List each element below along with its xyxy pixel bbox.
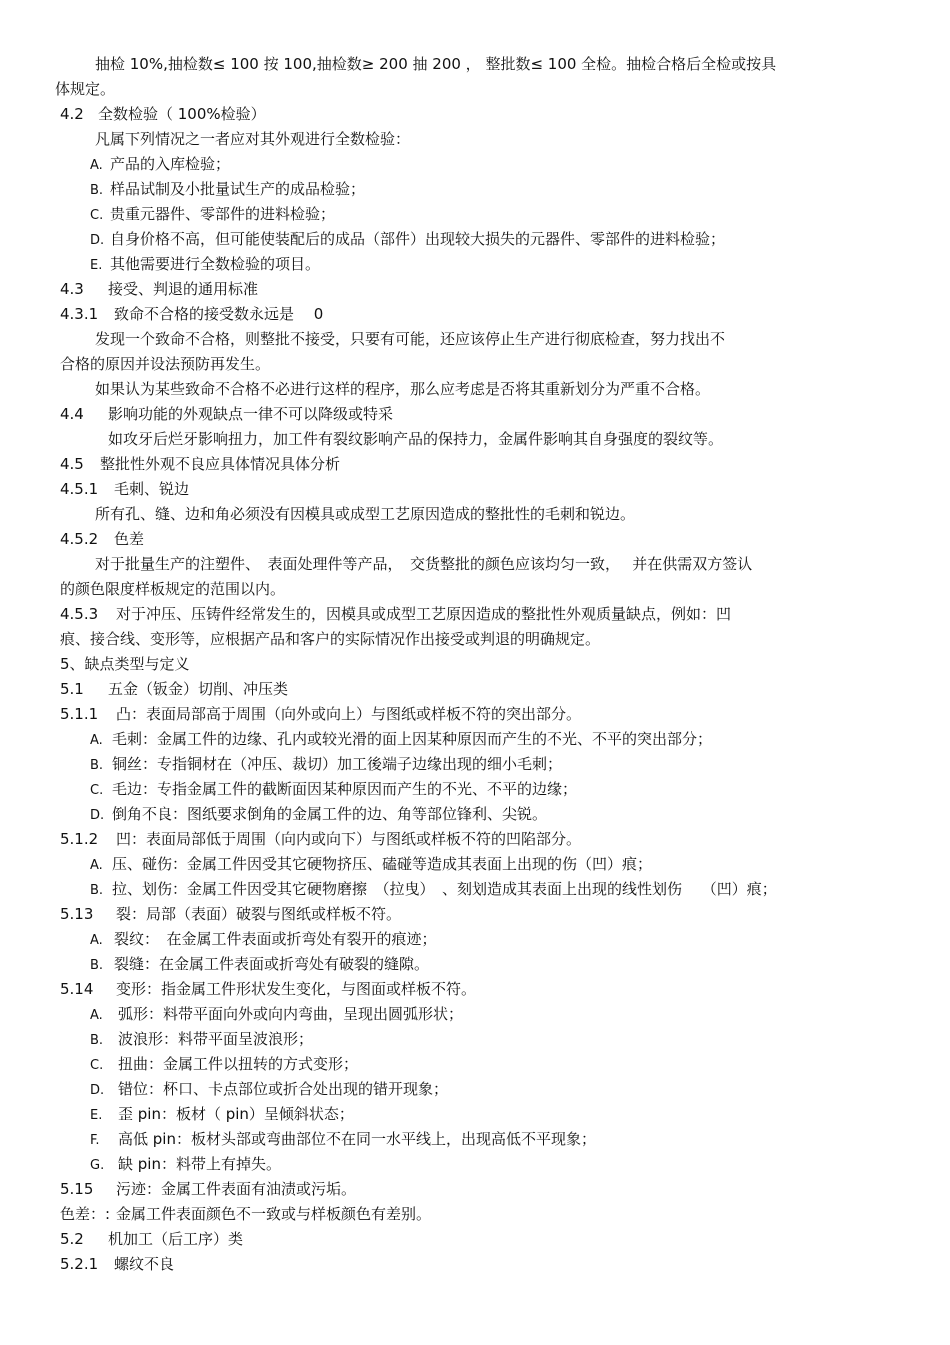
- text-line: [0, 927, 950, 952]
- text-line: [0, 802, 950, 827]
- line-text: 样品试制及小批量试生产的成品检验；: [110, 180, 366, 198]
- line-text: 裂：局部（表面）破裂与图纸或样板不符。: [116, 905, 402, 923]
- list-marker: B.: [90, 1033, 104, 1048]
- text-line: [0, 452, 950, 477]
- section-number: 4.3.1: [60, 305, 99, 323]
- document-page: [0, 52, 950, 1277]
- section-number: 4.2: [60, 105, 84, 123]
- text-line: [0, 727, 950, 752]
- section-number: 5.15: [60, 1180, 94, 1198]
- line-text: 倒角不良：图纸要求倒角的金属工件的边、角等部位锋利、尖锐。: [112, 805, 548, 823]
- text-line: [0, 552, 950, 577]
- line-text: 体规定。: [55, 80, 116, 98]
- line-text: 抽检 10%,抽检数≤ 100 按 100,抽检数≥ 200 抽 200 ， 整批数≤ 100 全检。抽检合格后全检或按具: [95, 55, 777, 73]
- text-line: [0, 1077, 950, 1102]
- list-marker: B.: [90, 758, 104, 773]
- list-marker: B.: [90, 883, 104, 898]
- section-number: 5.1.2: [60, 830, 99, 848]
- text-line: [0, 527, 950, 552]
- list-marker: B.: [90, 958, 104, 973]
- line-text: 发现一个致命不合格，则整批不接受，只要有可能，还应该停止生产进行彻底检查，努力找出不: [95, 330, 726, 348]
- line-text: 如攻牙后烂牙影响扭力，加工件有裂纹影响产品的保持力，金属件影响其自身强度的裂纹等。: [108, 430, 724, 448]
- line-text: 污迹：金属工件表面有油渍或污垢。: [116, 1180, 357, 1198]
- text-line: [0, 1027, 950, 1052]
- list-marker: G.: [90, 1158, 105, 1173]
- section-number: 5.1.1: [60, 705, 99, 723]
- section-number: 5.13: [60, 905, 94, 923]
- line-text: 凹：表面局部低于周围（向内或向下）与图纸或样板不符的凹陷部分。: [116, 830, 582, 848]
- line-text: 高低 pin：板材头部或弯曲部位不在同一水平线上，出现高低不平现象；: [118, 1130, 596, 1148]
- section-number: 4.5.1: [60, 480, 99, 498]
- line-text: 金属工件表面颜色不一致或与样板颜色有差别。: [116, 1205, 432, 1223]
- text-line: [0, 627, 950, 652]
- text-line: [0, 1252, 950, 1277]
- line-text: 凡属下列情况之一者应对其外观进行全数检验：: [95, 130, 411, 148]
- line-text: 弧形：料带平面向外或向内弯曲，呈现出圆弧形状；: [118, 1005, 464, 1023]
- line-text: 所有孔、缝、边和角必须没有因模具或成型工艺原因造成的整批性的毛刺和锐边。: [95, 505, 636, 523]
- line-text: 五金（钣金）切削、冲压类: [108, 680, 289, 698]
- text-line: [0, 302, 950, 327]
- text-line: [0, 1127, 950, 1152]
- list-marker: C.: [90, 208, 104, 223]
- text-line: [0, 577, 950, 602]
- text-line: [0, 352, 950, 377]
- line-text: 产品的入库检验；: [110, 155, 231, 173]
- section-number: 4.5.3: [60, 605, 99, 623]
- line-text: 痕、接合线、变形等，应根据产品和客户的实际情况作出接受或判退的明确规定。: [60, 630, 601, 648]
- line-text: 影响功能的外观缺点一律不可以降级或特采: [108, 405, 394, 423]
- text-line: [0, 52, 950, 77]
- line-text: 的颜色限度样板规定的范围以内。: [60, 580, 286, 598]
- text-line: [0, 127, 950, 152]
- line-text: 裂缝：在金属工件表面或折弯处有破裂的缝隙。: [114, 955, 430, 973]
- list-marker: D.: [90, 233, 105, 248]
- line-text: 合格的原因并设法预防再发生。: [60, 355, 271, 373]
- text-line: [0, 327, 950, 352]
- text-line: [0, 827, 950, 852]
- text-line: [0, 1102, 950, 1127]
- line-text: 机加工（后工序）类: [108, 1230, 244, 1248]
- section-number: 4.5.2: [60, 530, 99, 548]
- line-text: 波浪形：料带平面呈波浪形；: [118, 1030, 314, 1048]
- line-text: 凸：表面局部高于周围（向外或向上）与图纸或样板不符的突出部分。: [116, 705, 582, 723]
- section-number: 4.3: [60, 280, 84, 298]
- list-marker: A.: [90, 733, 103, 748]
- line-text: 扭曲：金属工件以扭转的方式变形；: [118, 1055, 359, 1073]
- line-text: 毛刺、锐边: [114, 480, 190, 498]
- text-line: [0, 102, 950, 127]
- line-text: 接受、判退的通用标准: [108, 280, 259, 298]
- line-text: 铜丝：专指铜材在（冲压、裁切）加工後端子边缘出现的细小毛刺；: [112, 755, 563, 773]
- list-marker: E.: [90, 1108, 103, 1123]
- list-marker: A.: [90, 1008, 103, 1023]
- line-text: 毛刺：金属工件的边缘、孔内或较光滑的面上因某种原因而产生的不光、不平的突出部分；: [112, 730, 713, 748]
- text-line: [0, 227, 950, 252]
- text-line: [0, 502, 950, 527]
- section-number: 色差：:: [60, 1205, 111, 1223]
- text-line: [0, 752, 950, 777]
- text-line: [0, 152, 950, 177]
- section-number: 4.5: [60, 455, 84, 473]
- section-number: 4.4: [60, 405, 84, 423]
- text-line: [0, 602, 950, 627]
- text-line: [0, 477, 950, 502]
- section-number: 5.2: [60, 1230, 84, 1248]
- text-line: [0, 277, 950, 302]
- list-marker: E.: [90, 258, 103, 273]
- line-text: 其他需要进行全数检验的项目。: [110, 255, 321, 273]
- list-marker: A.: [90, 858, 103, 873]
- line-text: 自身价格不高，但可能使装配后的成品（部件）出现较大损失的元器件、零部件的进料检验；: [110, 230, 726, 248]
- line-text: 致命不合格的接受数永远是 0: [114, 305, 324, 323]
- text-line: [0, 652, 950, 677]
- line-text: 变形：指金属工件形状发生变化，与图面或样板不符。: [116, 980, 477, 998]
- text-line: [0, 377, 950, 402]
- line-text: 色差: [114, 530, 145, 548]
- line-text: 贵重元器件、零部件的进料检验；: [110, 205, 336, 223]
- text-line: [0, 1202, 950, 1227]
- text-line: [0, 202, 950, 227]
- text-line: [0, 252, 950, 277]
- text-line: [0, 677, 950, 702]
- text-line: [0, 777, 950, 802]
- text-line: [0, 902, 950, 927]
- text-line: [0, 1227, 950, 1252]
- text-line: [0, 1002, 950, 1027]
- text-line: [0, 877, 950, 902]
- text-line: [0, 702, 950, 727]
- line-text: 歪 pin：板材（ pin）呈倾斜状态；: [118, 1105, 354, 1123]
- text-line: [0, 77, 950, 102]
- text-line: [0, 402, 950, 427]
- text-line: [0, 427, 950, 452]
- text-line: [0, 1177, 950, 1202]
- line-text: 裂纹： 在金属工件表面或折弯处有裂开的痕迹；: [114, 930, 437, 948]
- line-text: 缺 pin：料带上有掉失。: [118, 1155, 281, 1173]
- list-marker: A.: [90, 158, 103, 173]
- line-text: 压、碰伤：金属工件因受其它硬物挤压、磕碰等造成其表面上出现的伤（凹）痕；: [112, 855, 653, 873]
- text-line: [0, 977, 950, 1002]
- line-text: 5、缺点类型与定义: [60, 655, 190, 673]
- section-number: 5.1: [60, 680, 84, 698]
- section-number: 5.14: [60, 980, 94, 998]
- text-line: [0, 852, 950, 877]
- text-line: [0, 1152, 950, 1177]
- line-text: 对于批量生产的注塑件、 表面处理件等产品， 交货整批的颜色应该均匀一致， 并在供需双方签认: [95, 555, 753, 573]
- list-marker: A.: [90, 933, 103, 948]
- line-text: 整批性外观不良应具体情况具体分析: [100, 455, 341, 473]
- text-line: [0, 177, 950, 202]
- list-marker: D.: [90, 808, 105, 823]
- list-marker: D.: [90, 1083, 105, 1098]
- list-marker: C.: [90, 1058, 104, 1073]
- list-marker: C.: [90, 783, 104, 798]
- line-text: 对于冲压、压铸件经常发生的，因模具或成型工艺原因造成的整批性外观质量缺点，例如：凹: [116, 605, 732, 623]
- text-line: [0, 952, 950, 977]
- line-text: 毛边：专指金属工件的截断面因某种原因而产生的不光、不平的边缘；: [112, 780, 578, 798]
- line-text: 螺纹不良: [114, 1255, 175, 1273]
- section-number: 5.2.1: [60, 1255, 99, 1273]
- line-text: 错位：杯口、卡点部位或折合处出现的错开现象；: [118, 1080, 449, 1098]
- list-marker: B.: [90, 183, 104, 198]
- line-text: 如果认为某些致命不合格不必进行这样的程序，那么应考虑是否将其重新划分为严重不合格。: [95, 380, 711, 398]
- list-marker: F.: [90, 1133, 100, 1148]
- text-line: [0, 1052, 950, 1077]
- line-text: 全数检验（ 100%检验）: [98, 105, 266, 123]
- line-text: 拉、划伤：金属工件因受其它硬物磨擦 （拉曳） 、刻划造成其表面上出现的线性划伤 （凹）痕；: [112, 880, 777, 898]
